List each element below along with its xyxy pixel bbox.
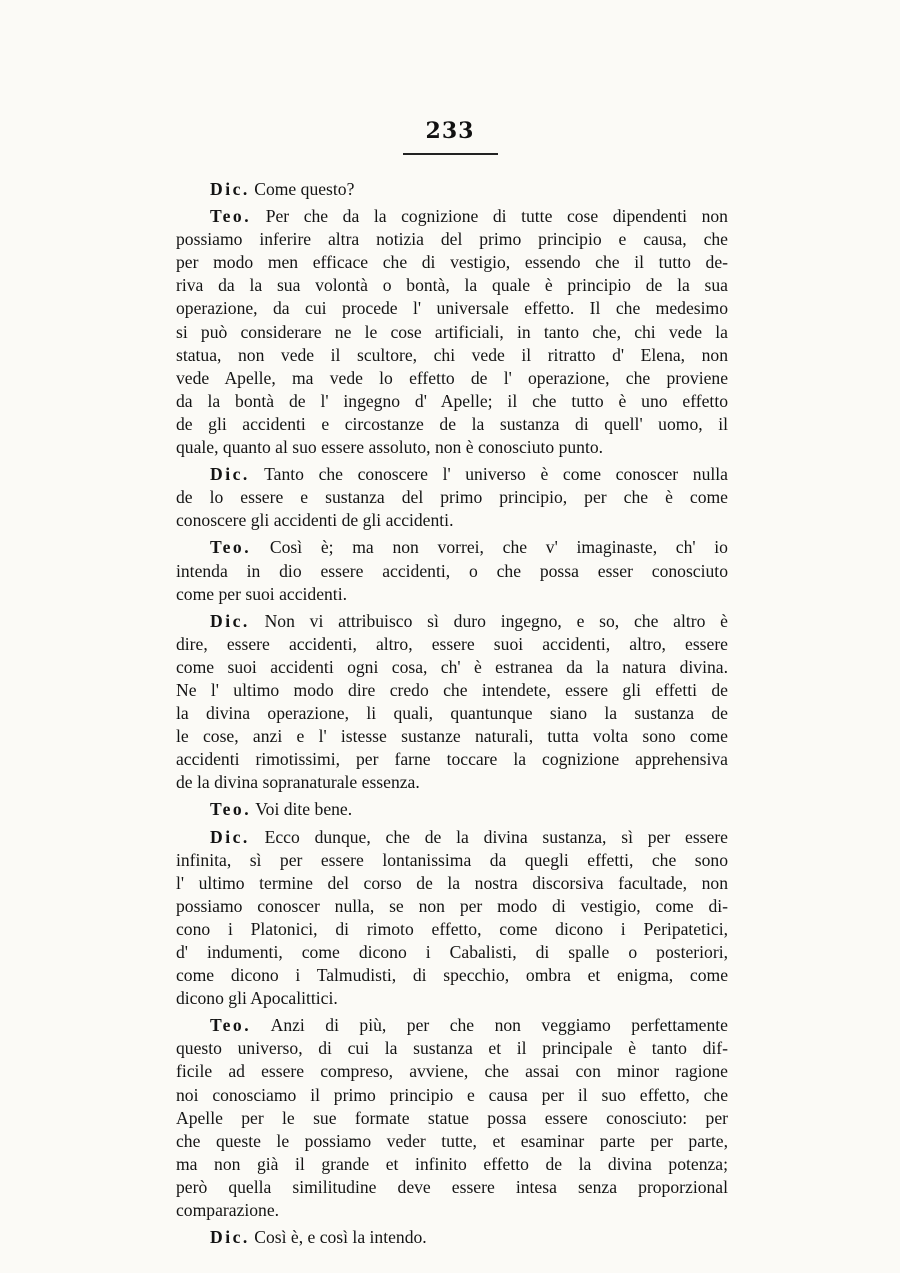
text-line [176,964,728,987]
text-line [176,1084,728,1107]
line-text: dire, essere accidenti, altro, essere suoi accidenti, altro, essere [176,633,728,654]
text-line [176,1037,728,1060]
text-line [176,1153,728,1176]
line-text: Per che da la cognizione di tutte cose dipendenti non [265,206,728,227]
line-text: vede Apelle, ma vede lo effetto de l' operazione, che proviene [176,367,728,388]
line-text: riva da la sua volontà o bontà, la quale è principio de la sua [176,275,728,296]
text-line [176,390,728,413]
line-text: però quella similitudine deve essere intesa senza proporzional [176,1176,728,1197]
speaker-label: Teo. [210,537,252,558]
line-text: possiamo conoscer nulla, se non per modo di vestigio, come di- [176,895,728,916]
line-text: come suoi accidenti ogni cosa, ch' è estranea da la natura divina. [176,656,728,677]
text-line [176,849,728,872]
dialogue-paragraph [176,1014,728,1222]
text-line [176,1176,728,1199]
speaker-label: Dic. [210,179,250,199]
speaker-label: Dic. [210,610,250,631]
text-line [176,486,728,509]
text-line [176,560,728,583]
dialogue-text [176,178,728,1249]
line-text: Come questo? [254,179,355,199]
text-line [176,1060,728,1083]
line-text: l' ultimo termine del corso de la nostra discorsiva facultade, non [176,872,728,893]
line-text: le cose, anzi e l' istesse sustanze naturali, tutta volta sono come [176,726,728,747]
dialogue-paragraph [176,205,728,459]
dialogue-paragraph [176,826,728,1011]
speaker-label: Dic. [210,464,250,485]
speaker-label: Dic. [210,1227,250,1248]
text-line [176,748,728,771]
text-line [176,826,728,849]
line-text: Tanto che conoscere l' universo è come conoscer nulla [264,464,728,485]
header-rule [403,153,498,155]
text-line [176,367,728,390]
line-text: intenda in dio essere accidenti, o che possa esser conosciuto [176,560,728,581]
text-line [176,1226,728,1249]
dialogue-paragraph [176,1226,728,1249]
text-line [176,941,728,964]
text-line [176,702,728,725]
line-text: statua, non vede il scultore, chi vede il ritratto d' Elena, non [176,344,728,365]
line-text: Voi dite bene. [255,799,353,820]
text-line [176,536,728,559]
text-line [176,1014,728,1037]
text-line [176,583,728,606]
speaker-label: Teo. [210,206,252,227]
text-line [176,1130,728,1153]
text-line [176,610,728,633]
text-line [176,509,728,532]
line-text: che queste le possiamo veder tutte, et esaminar parte per parte, [176,1130,728,1151]
text-line [176,656,728,679]
dialogue-paragraph [176,463,728,532]
line-text: come dicono i Talmudisti, di specchio, ombra et enigma, come [176,965,728,986]
speaker-label: Teo. [210,799,252,820]
line-text: noi conosciamo il primo principio e causa per il suo effetto, che [176,1084,728,1105]
speaker-label: Teo. [210,1015,252,1036]
line-text: dicono gli Apocalittici. [176,988,338,1009]
text-line [176,413,728,436]
text-line [176,725,728,748]
text-line [176,895,728,918]
line-text: per modo men efficace che di vestigio, essendo che il tutto de- [176,252,728,273]
text-line [176,1107,728,1130]
line-text: si può considerare ne le cose artificiali, in tanto che, chi vede la [176,321,728,342]
line-text: Così è, e così la intendo. [254,1227,427,1248]
speaker-label: Dic. [210,826,250,847]
page-number: 233 [425,118,475,144]
line-text: infinita, sì per essere lontanissima da quegli effetti, che sono [176,849,728,870]
text-line [176,987,728,1010]
line-text: cono i Platonici, di rimoto effetto, come dicono i Peripatetici, [176,918,728,939]
line-text: operazione, da cui procede l' universale effetto. Il che medesimo [176,298,728,319]
text-line [176,436,728,459]
line-text: Non vi attribuisco sì duro ingegno, e so, che altro è [264,610,728,631]
line-text: de lo essere e sustanza del primo principio, per che è come [176,487,728,508]
line-text: Così è; ma non vorrei, che v' imaginaste, ch' io [269,537,728,558]
line-text: conoscere gli accidenti de gli accidenti. [176,510,454,531]
text-line [176,633,728,656]
dialogue-paragraph [176,536,728,605]
line-text: questo universo, di cui la sustanza et il principale è tanto dif- [176,1038,728,1059]
line-text: possiamo inferire altra notizia del primo principio e causa, che [176,229,728,250]
text-line [176,344,728,367]
line-text: de gli accidenti e circostanze de la sustanza di quell' uomo, il [176,413,728,434]
line-text: da la bontà de l' ingegno d' Apelle; il che tutto è uno effetto [176,390,728,411]
text-line [176,251,728,274]
line-text: Apelle per le sue formate statue possa essere conosciuto: per [176,1107,728,1128]
line-text: Ecco dunque, che de la divina sustanza, sì per essere [264,826,728,847]
text-line [176,321,728,344]
dialogue-paragraph [176,610,728,795]
line-text: d' indumenti, come dicono i Cabalisti, di spalle o posteriori, [176,942,728,962]
text-line [176,679,728,702]
text-line [176,228,728,251]
text-line [176,872,728,895]
text-line [176,918,728,941]
text-line [176,463,728,486]
line-text: accidenti rimotissimi, per farne toccare la cognizione apprehensiva [176,749,728,770]
text-line [176,178,728,201]
text-line [176,771,728,794]
line-text: de la divina sopranaturale essenza. [176,772,420,793]
line-text: Ne l' ultimo modo dire credo che intendete, essere gli effetti de [176,679,728,700]
text-line [176,1199,728,1222]
line-text: comparazione. [176,1200,280,1221]
text-line [176,205,728,228]
text-line [176,798,728,821]
line-text: quale, quanto al suo essere assoluto, non è conosciuto punto. [176,437,604,458]
line-text: ma non già il grande et infinito effetto de la divina potenza; [176,1153,728,1174]
text-line [176,297,728,320]
dialogue-paragraph [176,178,728,201]
dialogue-paragraph [176,798,728,821]
text-line [176,274,728,297]
line-text: ficile ad essere compreso, avviene, che assai con minor ragione [176,1061,728,1082]
line-text: come per suoi accidenti. [176,583,347,604]
line-text: Anzi di più, per che non veggiamo perfettamente [270,1015,728,1036]
line-text: la divina operazione, li quali, quantunque siano la sustanza de [176,703,728,724]
